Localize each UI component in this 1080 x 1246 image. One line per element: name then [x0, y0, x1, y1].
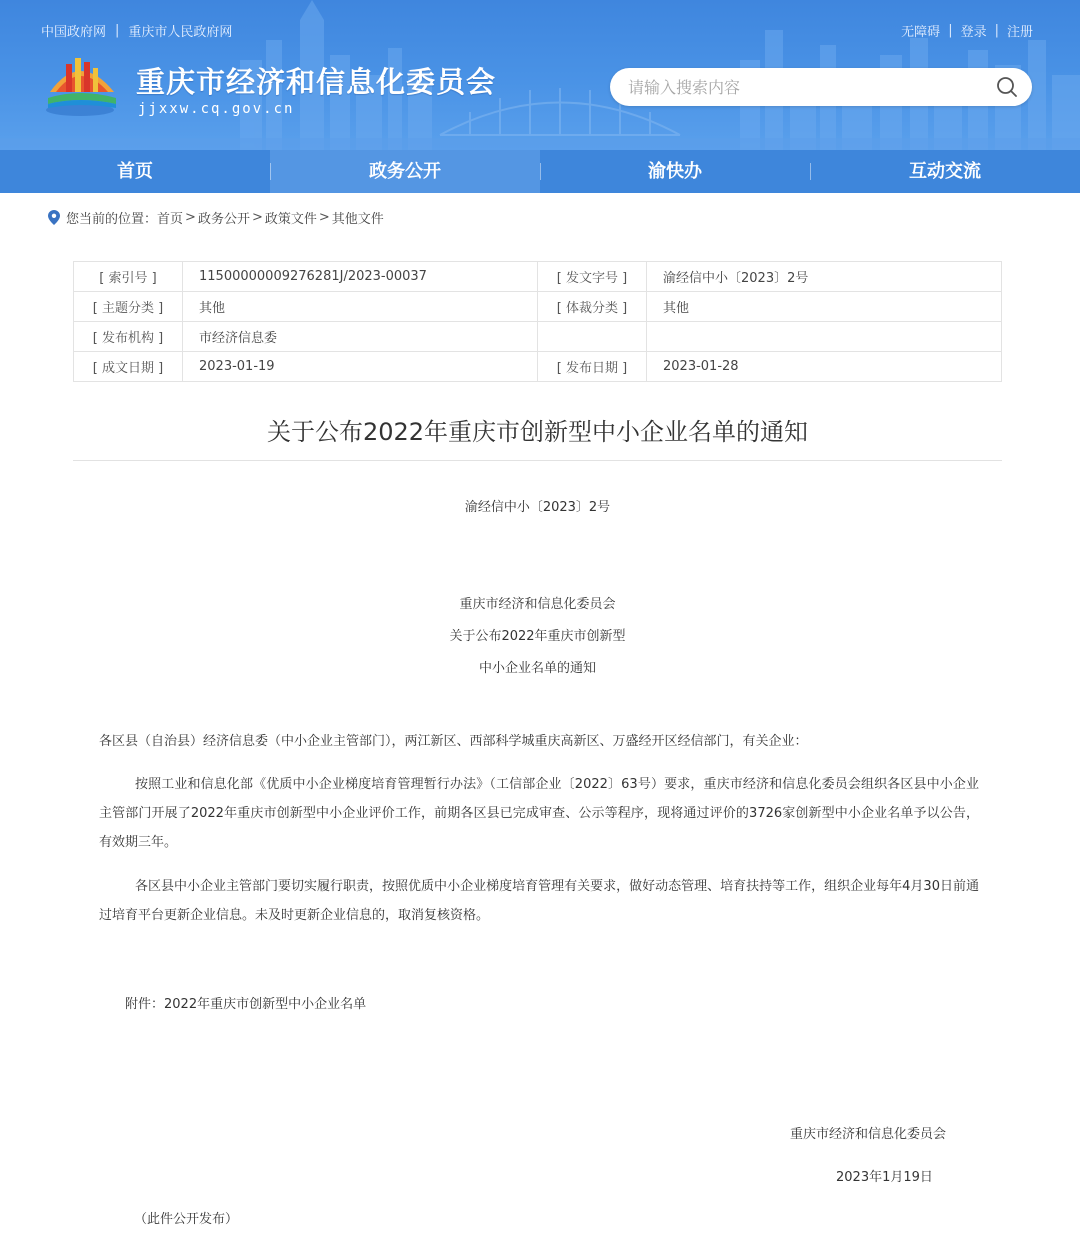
search-input[interactable]: [610, 68, 970, 106]
user-links: 无障碍 | 登录 | 注册: [901, 23, 1033, 40]
table-row: [74, 322, 1002, 352]
title-divider: [73, 460, 1002, 461]
breadcrumb-policy-documents[interactable]: 政策文件: [264, 212, 317, 227]
site-title[interactable]: 重庆市经济和信息化委员会: [136, 65, 497, 99]
table-row: [74, 292, 1002, 322]
heading-line-2: 关于公布2022年重庆市创新型: [449, 629, 626, 644]
nav-interaction[interactable]: 互动交流: [810, 150, 1080, 193]
topic-label: [ 主题分类 ]: [74, 292, 183, 322]
login-link[interactable]: 登录: [960, 25, 987, 40]
index-value: 11500000009276281J/2023-00037: [183, 262, 538, 292]
table-row: [74, 352, 1002, 382]
issuer-label: [ 发布机构 ]: [74, 322, 183, 352]
genre-label: [ 体裁分类 ]: [538, 292, 647, 322]
breadcrumb: [48, 208, 384, 227]
search-icon[interactable]: [996, 76, 1018, 98]
register-link[interactable]: 注册: [1006, 25, 1033, 40]
public-release-note: （此件公开发布）: [134, 1212, 239, 1227]
main-nav: [0, 150, 1080, 193]
link-chongqing-gov[interactable]: 重庆市人民政府网: [128, 25, 233, 40]
document-title: 关于公布2022年重庆市创新型中小企业名单的通知: [266, 418, 809, 446]
published-date-value: 2023-01-28: [647, 352, 1002, 382]
created-date-label: [ 成文日期 ]: [74, 352, 183, 382]
attachment-link[interactable]: 附件：2022年重庆市创新型中小企业名单: [125, 997, 367, 1012]
index-label: [ 索引号 ]: [74, 262, 183, 292]
doc-number-label: [ 发文字号 ]: [538, 262, 647, 292]
site-header: [0, 0, 1080, 150]
heading-line-3: 中小企业名单的通知: [478, 661, 596, 676]
document-number: 渝经信中小〔2023〕2号: [464, 500, 611, 515]
signature: 重庆市经济和信息化委员会: [790, 1127, 947, 1142]
empty-cell: [647, 322, 1002, 352]
nav-home[interactable]: 首页: [117, 161, 153, 182]
signature-date: 2023年1月19日: [836, 1170, 933, 1185]
paragraph-1: 按照工业和信息化部《优质中小企业梯度培育管理暂行办法》（工信部企业〔2022〕63号）要求，重庆市经济和信息化委员会组织各区县中小企业主管部门开展了2022年重庆市创新型中小企业评价工作，前期各区县已完成审查、公示等程序，现将通过评价的3726家创新型中小企业名单予以公告，有效期三年。: [99, 777, 979, 850]
site-domain: jjxxw.cq.gov.cn: [138, 101, 295, 117]
breadcrumb-separator: >: [185, 210, 196, 225]
site-logo-icon[interactable]: [44, 52, 122, 118]
salutation: 各区县（自治县）经济信息委（中小企业主管部门），两江新区、西部科学城重庆高新区、万盛经开区经信部门，有关企业：: [99, 734, 808, 749]
breadcrumb-government-affairs[interactable]: 政务公开: [197, 212, 250, 227]
nav-government-affairs[interactable]: 政务公开: [270, 150, 540, 193]
breadcrumb-other-documents[interactable]: 其他文件: [331, 212, 384, 227]
empty-cell: [538, 322, 647, 352]
genre-value: 其他: [647, 292, 1002, 322]
breadcrumb-separator: >: [251, 210, 263, 225]
search-box: [610, 68, 1032, 106]
top-links: 中国政府网 | 重庆市人民政府网: [41, 23, 233, 40]
paragraph-2: 各区县中小企业主管部门要切实履行职责，按照优质中小企业梯度培育管理有关要求，做好动态管理、培育扶持等工作，组织企业每年4月30日前通过培育平台更新企业信息。未及时更新企业信息的，取消复核资格。: [99, 879, 979, 923]
published-date-label: [ 发布日期 ]: [538, 352, 647, 382]
doc-number-value: 渝经信中小〔2023〕2号: [647, 262, 1002, 292]
created-date-value: 2023-01-19: [183, 352, 538, 382]
topic-value: 其他: [183, 292, 538, 322]
location-pin-icon: [48, 210, 60, 225]
link-china-gov[interactable]: 中国政府网: [41, 25, 107, 40]
table-row: [74, 262, 1002, 292]
heading-line-1: 重庆市经济和信息化委员会: [459, 597, 616, 612]
nav-yukuaiban[interactable]: 渝快办: [540, 150, 810, 193]
issuer-value: 市经济信息委: [183, 322, 538, 352]
breadcrumb-prefix: 您当前的位置：: [66, 212, 158, 227]
accessibility-link[interactable]: 无障碍: [901, 25, 941, 40]
breadcrumb-separator: >: [318, 210, 330, 225]
document-info-table: [73, 261, 1002, 382]
breadcrumb-home[interactable]: 首页: [157, 212, 184, 227]
